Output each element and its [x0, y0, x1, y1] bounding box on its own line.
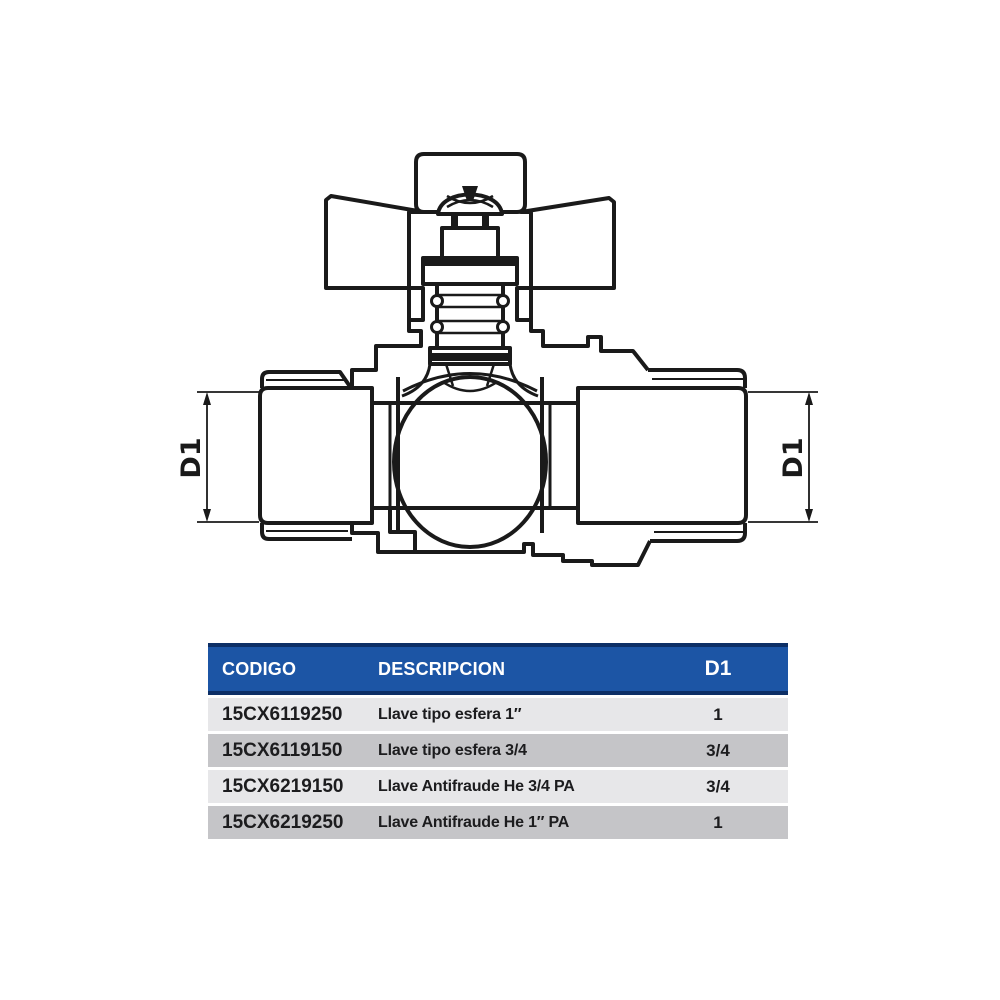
cell-d1: 1 — [713, 812, 723, 832]
ball-seat-cavity — [372, 364, 578, 533]
cell-d1: 1 — [713, 704, 723, 724]
cell-code: 15CX6219250 — [222, 811, 344, 833]
table-row — [208, 770, 788, 803]
dimension-label-left: D1 — [176, 437, 207, 479]
cell-description: Llave Antifraude He 3/4 PA — [378, 777, 575, 795]
cell-code: 15CX6119150 — [222, 739, 343, 761]
cell-d1: 3/4 — [706, 740, 730, 760]
left-pipe-end — [260, 372, 372, 539]
product-table — [208, 643, 788, 839]
table-header-row — [208, 643, 788, 695]
table-row — [208, 734, 788, 767]
column-header-codigo: CODIGO — [222, 658, 297, 679]
cell-code: 15CX6119250 — [222, 703, 343, 725]
cell-code: 15CX6219150 — [222, 775, 344, 797]
column-header-descripcion: DESCRIPCION — [378, 658, 506, 679]
cell-description: Llave Antifraude He 1″ PA — [378, 813, 570, 831]
table-row — [208, 806, 788, 839]
cell-description: Llave tipo esfera 1″ — [378, 705, 522, 723]
column-header-d1: D1 — [704, 657, 732, 680]
valve-ball — [394, 364, 546, 547]
cell-d1: 3/4 — [706, 776, 730, 796]
dimension-label-right: D1 — [778, 437, 809, 479]
cell-description: Llave tipo esfera 3/4 — [378, 741, 527, 759]
right-pipe-end — [578, 370, 746, 541]
stem-assembly — [409, 214, 531, 364]
table-row — [208, 698, 788, 731]
